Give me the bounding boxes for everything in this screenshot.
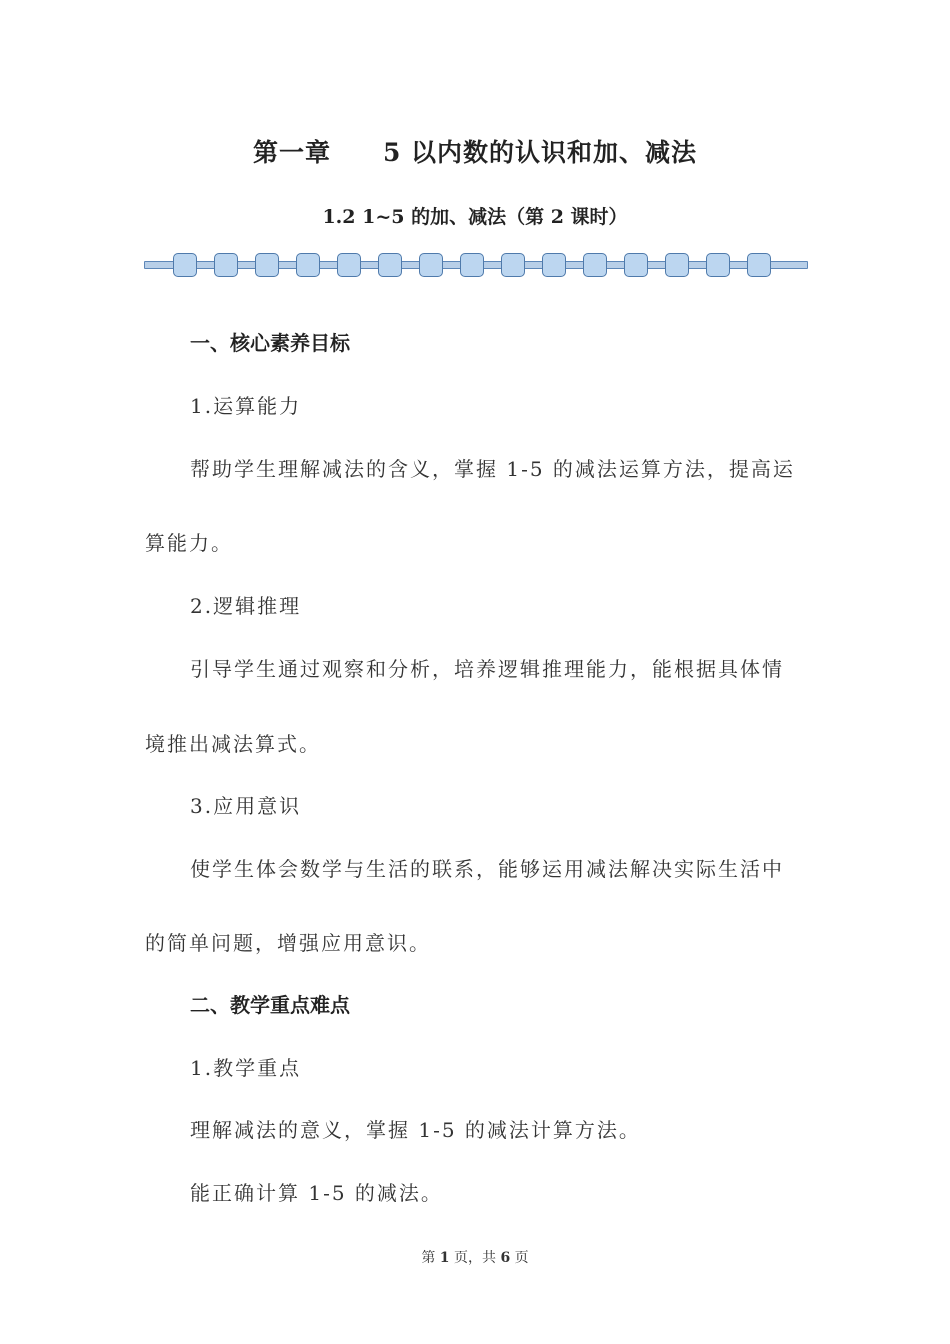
divider-bead [460,253,484,277]
paragraph-line: 帮助学生理解减法的含义，掌握 1-5 的减法运算方法，提高运 [190,457,795,481]
decorative-bead-divider [144,253,808,277]
divider-bead [665,253,689,277]
paragraph-line: 的简单问题，增强应用意识。 [145,931,431,955]
lesson-subtitle: 1.2 1~5 的加、减法（第 2 课时） [322,206,628,228]
divider-bead [542,253,566,277]
section-heading-key-points: 二、教学重点难点 [190,993,350,1017]
divider-bead [706,253,730,277]
paragraph-line: 理解减法的意义，掌握 1-5 的减法计算方法。 [190,1118,641,1142]
divider-bead [337,253,361,277]
paragraph-line: 能正确计算 1-5 的减法。 [190,1181,443,1205]
divider-bead [173,253,197,277]
divider-bead [747,253,771,277]
divider-bead [419,253,443,277]
paragraph-line: 引导学生通过观察和分析，培养逻辑推理能力，能根据具体情 [190,657,784,681]
total-page-count: 6 [500,1250,511,1266]
subheading-computation: 1.运算能力 [190,394,302,418]
page-footer [0,1247,950,1267]
divider-bead [501,253,525,277]
subheading-application: 3.应用意识 [190,794,302,818]
section-heading-goals: 一、核心素养目标 [190,331,350,355]
divider-bead [378,253,402,277]
paragraph-line: 算能力。 [145,531,233,555]
divider-bead [583,253,607,277]
divider-bead [296,253,320,277]
paragraph-line: 使学生体会数学与生活的联系，能够运用减法解决实际生活中 [190,857,784,881]
current-page-number: 1 [439,1250,450,1266]
footer-middle: 页，共 [449,1250,501,1266]
paragraph-line: 境推出减法算式。 [145,732,321,756]
footer-prefix: 第 [421,1250,440,1266]
divider-bead [214,253,238,277]
subheading-reasoning: 2.逻辑推理 [190,594,302,618]
subheading-teaching-focus: 1.教学重点 [190,1056,302,1080]
chapter-title: 第一章 5 以内数的认识和加、减法 [252,138,698,167]
footer-suffix: 页 [510,1250,529,1266]
divider-bead [624,253,648,277]
divider-bead [255,253,279,277]
